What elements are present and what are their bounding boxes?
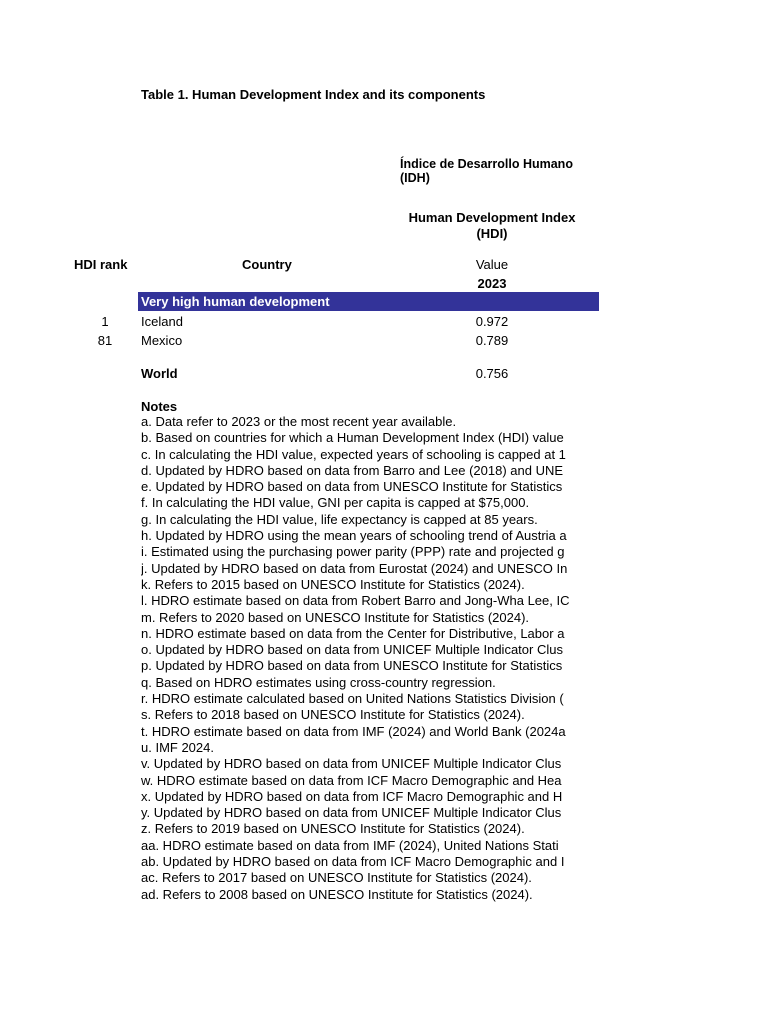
note-item: ac. Refers to 2017 based on UNESCO Institute for Statistics (2024). bbox=[141, 870, 532, 886]
note-item: v. Updated by HDRO based on data from UNICEF Multiple Indicator Clus bbox=[141, 756, 562, 772]
note-item: aa. HDRO estimate based on data from IMF (2024), United Nations Stati bbox=[141, 837, 559, 853]
row-rank: 1 bbox=[101, 314, 109, 329]
note-item: x. Updated by HDRO based on data from ICF Macro Demographic and H bbox=[141, 788, 563, 804]
notes-list bbox=[141, 414, 599, 903]
note-item: k. Refers to 2015 based on UNESCO Institute for Statistics (2024). bbox=[141, 576, 525, 592]
world-label: World bbox=[141, 366, 178, 381]
note-item: m. Refers to 2020 based on UNESCO Institute for Statistics (2024). bbox=[141, 609, 530, 625]
note-item: h. Updated by HDRO using the mean years of schooling trend of Austria a bbox=[141, 528, 567, 544]
note-item: r. HDRO estimate calculated based on United Nations Statistics Division ( bbox=[141, 691, 564, 707]
index-name-spanish: Índice de Desarrollo Humano (IDH) bbox=[400, 157, 573, 185]
note-item: j. Updated by HDRO based on data from Eurostat (2024) and UNESCO In bbox=[141, 560, 568, 576]
note-item: p. Updated by HDRO based on data from UNESCO Institute for Statistics bbox=[141, 658, 563, 674]
note-item: l. HDRO estimate based on data from Robert Barro and Jong-Wha Lee, IC bbox=[141, 593, 570, 609]
column-header-rank: HDI rank bbox=[74, 257, 128, 272]
group-band: Very high human development bbox=[138, 292, 599, 311]
note-item: e. Updated by HDRO based on data from UNESCO Institute for Statistics bbox=[141, 479, 563, 495]
note-item: s. Refers to 2018 based on UNESCO Institute for Statistics (2024). bbox=[141, 707, 525, 723]
note-item: z. Refers to 2019 based on UNESCO Institute for Statistics (2024). bbox=[141, 821, 525, 837]
column-header-value: Value bbox=[475, 257, 509, 272]
row-value: 0.789 bbox=[475, 333, 509, 348]
note-item: c. In calculating the HDI value, expected years of schooling is capped at 1 bbox=[141, 446, 566, 462]
note-item: q. Based on HDRO estimates using cross-country regression. bbox=[141, 674, 496, 690]
row-value: 0.972 bbox=[475, 314, 509, 329]
note-item: u. IMF 2024. bbox=[141, 739, 214, 755]
row-rank: 81 bbox=[97, 333, 113, 348]
note-item: a. Data refer to 2023 or the most recent year available. bbox=[141, 414, 457, 429]
row-country: Mexico bbox=[141, 333, 183, 348]
note-item: t. HDRO estimate based on data from IMF (2024) and World Bank (2024a bbox=[141, 723, 566, 739]
table-title: Table 1. Human Development Index and its components bbox=[141, 87, 486, 102]
note-item: y. Updated by HDRO based on data from UNICEF Multiple Indicator Clus bbox=[141, 805, 562, 821]
note-item: i. Estimated using the purchasing power parity (PPP) rate and projected g bbox=[141, 544, 565, 560]
column-header-year: 2023 bbox=[477, 276, 507, 291]
note-item: w. HDRO estimate based on data from ICF Macro Demographic and Hea bbox=[141, 772, 562, 788]
note-item: f. In calculating the HDI value, GNI per capita is capped at $75,000. bbox=[141, 495, 530, 511]
note-item: n. HDRO estimate based on data from the Center for Distributive, Labor a bbox=[141, 625, 565, 641]
column-header-country: Country bbox=[242, 257, 292, 272]
row-country: Iceland bbox=[141, 314, 183, 329]
note-item: b. Based on countries for which a Human Development Index (HDI) value bbox=[141, 430, 564, 446]
note-item: d. Updated by HDRO based on data from Barro and Lee (2018) and UNE bbox=[141, 462, 564, 478]
note-item: g. In calculating the HDI value, life expectancy is capped at 85 years. bbox=[141, 511, 538, 527]
note-item: ab. Updated by HDRO based on data from ICF Macro Demographic and I bbox=[141, 854, 565, 870]
world-value: 0.756 bbox=[475, 366, 509, 381]
note-item: ad. Refers to 2008 based on UNESCO Institute for Statistics (2024). bbox=[141, 886, 533, 902]
note-item: o. Updated by HDRO based on data from UNICEF Multiple Indicator Clus bbox=[141, 642, 563, 658]
index-name-english: Human Development Index (HDI) bbox=[408, 210, 576, 241]
notes-heading: Notes bbox=[141, 399, 178, 414]
